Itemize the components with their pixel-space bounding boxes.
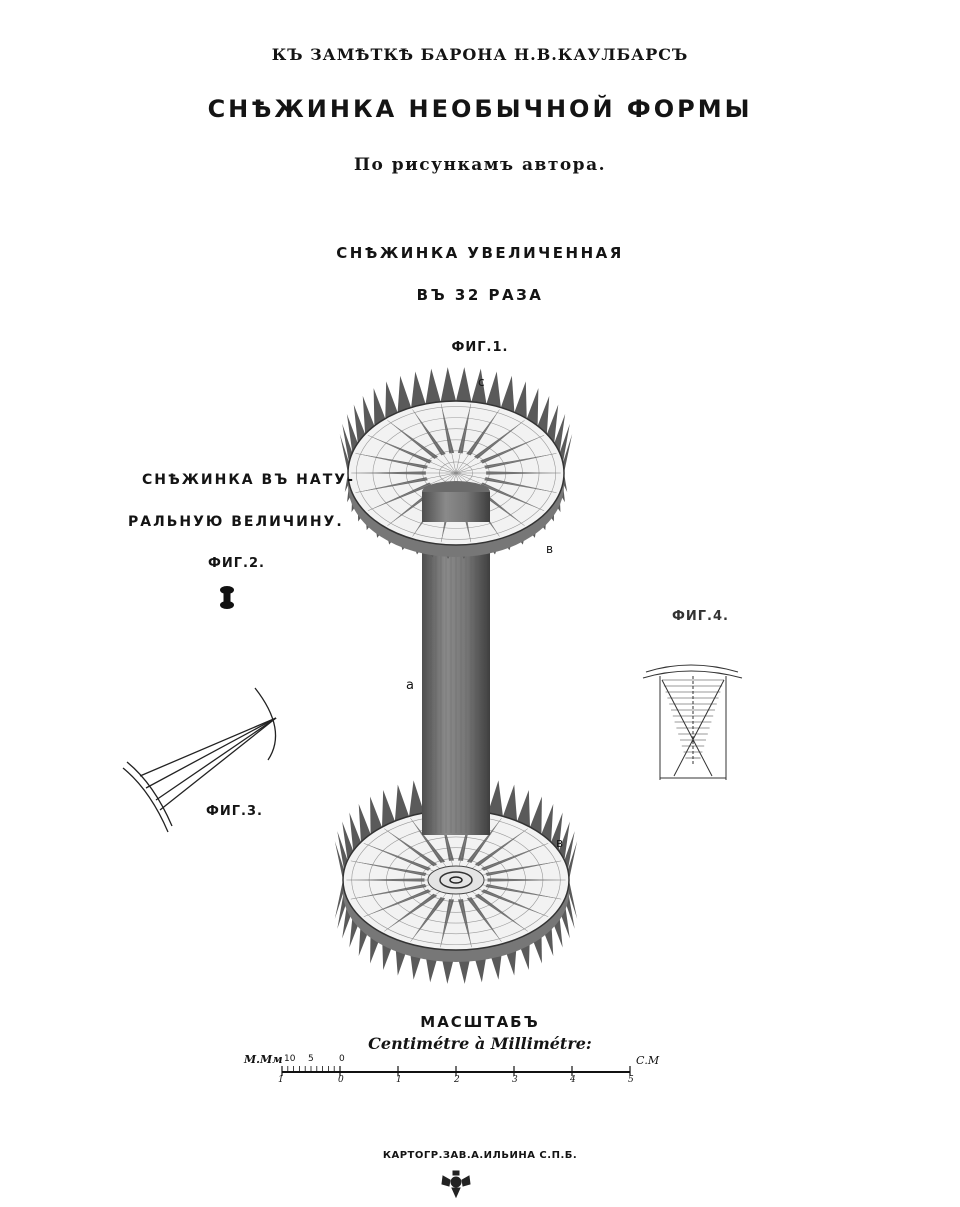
scale-cm-tick: 0 — [338, 1075, 344, 1085]
scale-mm-tick-10: 10 — [284, 1054, 296, 1064]
fig1-letter-c: c — [478, 375, 485, 389]
fig2-label: ФИГ.2. — [208, 556, 265, 571]
fig2-heading-line2: РАЛЬНУЮ ВЕЛИЧИНУ. — [128, 514, 344, 530]
scale-cm-tick: 5 — [628, 1075, 634, 1085]
snowflake-top-disc — [340, 367, 572, 559]
scale-cm-tick: 2 — [454, 1075, 460, 1085]
fig3-label: ФИГ.3. — [206, 804, 263, 819]
scale-mm-tick-5: 5 — [308, 1054, 314, 1064]
fig1-letter-a: а — [406, 678, 414, 693]
fig1-label: ФИГ.1. — [451, 340, 509, 355]
scale-left-unit: М.Мм — [244, 1053, 283, 1066]
subtitle: По рисункамъ автора. — [353, 155, 607, 175]
snowflake-natural-size-drawing — [220, 586, 234, 609]
fig1-heading-line2: ВЪ 32 РАЗА — [416, 286, 544, 304]
scale-right-unit: С.М — [636, 1054, 660, 1067]
fig2-heading-line1: СНѢЖИНКА ВЪ НАТУ- — [142, 472, 355, 488]
double-headed-eagle-emblem — [442, 1171, 470, 1197]
printer-imprint: КАРТОГР.ЗАВ.А.ИЛЬИНА С.П.Б. — [382, 1150, 578, 1161]
scale-cm-tick: 1 — [396, 1075, 402, 1085]
snowflake-magnified-drawing — [335, 367, 577, 984]
scale-title: МАСШТАБЪ — [420, 1013, 540, 1031]
fig4-label: ФИГ.4. — [672, 609, 729, 624]
page-title: СНѢЖИНКА НЕОБЫЧНОЙ ФОРМЫ — [207, 95, 753, 123]
scale-cm-tick: 1 — [278, 1075, 284, 1085]
scale-cm-tick: 3 — [512, 1075, 518, 1085]
fig1-heading-line1: СНѢЖИНКА УВЕЛИЧЕННАЯ — [336, 244, 624, 262]
scale-caption: Centimétre à Millimétre: — [368, 1034, 592, 1053]
fig1-letter-b-top: в — [546, 542, 554, 556]
scale-mm-tick-0: 0 — [339, 1054, 345, 1064]
supertitle: КЪ ЗАМѢТКѢ БАРОНА Н.В.КАУЛБАРСЪ — [271, 45, 689, 64]
fig4-ray-detail-drawing — [643, 665, 742, 780]
fig1-letter-b-bottom: в — [556, 836, 564, 850]
scale-cm-tick: 4 — [570, 1075, 576, 1085]
